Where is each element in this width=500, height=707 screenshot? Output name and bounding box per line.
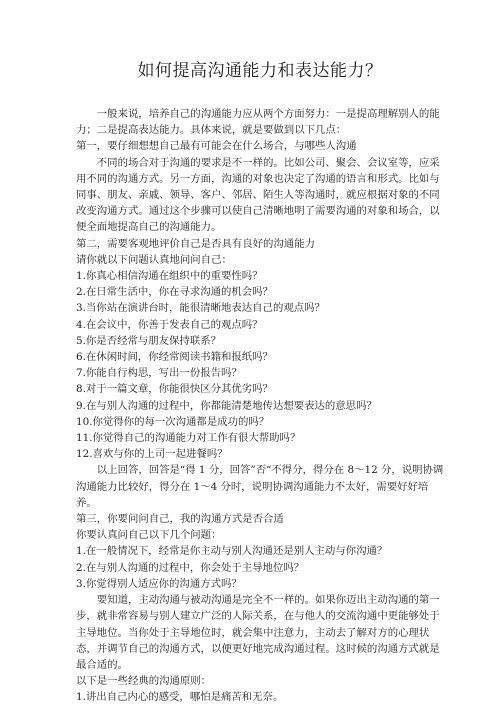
paragraph: 1.在一般情况下，经常是你主动与别人沟通还是别人主动与你沟通？ [76, 545, 388, 558]
paragraph: 以上回答，回答是“得 1 分，回答”否“不得分，得分在 8～12 分，说明协调沟通能力比较好，得分在 1～4 分时，说明协调沟通能力不太好，需要好好培养。 [76, 464, 444, 509]
paragraph: 一般来说，培养自己的沟通能力应从两个方面努力：一是提高理解别人的能力；二是提高表达能力。具体来说，就是要做到以下几点： [76, 108, 440, 137]
document-title: 如何提高沟通能力和表达能力？ [137, 61, 383, 81]
paragraph: 7.你能自行构思，写出一份报告吗？ [76, 367, 242, 380]
paragraph: 1.讲出自己内心的感受，哪怕是痛苦和无奈。 [76, 691, 284, 704]
paragraph: 你要认真问自己以下几个问题： [76, 529, 222, 542]
paragraph: 以下是一些经典的沟通原则： [76, 675, 212, 688]
paragraph: 5.你是否经常与朋友保持联系？ [76, 334, 221, 347]
paragraph: 2.在日常生活中，你在寻求沟通的机会吗？ [76, 286, 273, 299]
paragraph: 9.在与别人沟通的过程中，你都能清楚地传达想要表达的意思吗？ [76, 399, 377, 412]
paragraph: 第二，需要客观地评价自己是否具有良好的沟通能力 [76, 237, 315, 250]
paragraph: 12.喜欢与你的上司一起进餐吗？ [76, 448, 228, 461]
paragraph: 3.你觉得别人适应你的沟通方式吗？ [76, 577, 242, 590]
paragraph: 要知道，主动沟通与被动沟通是完全不一样的。如果你迈出主动沟通的第一步，就非常容易与别人建立广泛的人际关系，在与他人的交流沟通中更能够处于主导地位。当你处于主导地位时，就会集中注意力，主动去了解对方的心理状态，并调节自己的沟通方式，以便更好地完成沟通过程。这时候的沟通方式就是最合适的。 [76, 594, 440, 671]
paragraph: 1.你真心相信沟通在组织中的重要性吗？ [76, 270, 263, 283]
paragraph: 第一，要仔细想想自己最有可能会在什么场合，与哪些人沟通 [76, 140, 357, 153]
paragraph: 不同的场合对于沟通的要求是不一样的。比如公司、聚会、会议室等，应采用不同的沟通方式。另一方面，沟通的对象也决定了沟通的语言和形式。比如与同事、朋友、亲戚、领导、客户、邻居、陌生人等沟通时，就应根据对象的不同改变沟通方式。通过这个步骤可以使自己清晰地明了需要沟通的对象和场合，以便全面地提高自己的沟通能力。 [76, 156, 440, 234]
paragraph: 3.当你站在演讲台时，能很清晰地表达自己的观点吗？ [76, 302, 325, 315]
paragraph: 10.你觉得你的每一次沟通都是成功的吗？ [76, 415, 270, 428]
paragraph: 8.对于一篇文章，你能很快区分其优劣吗？ [76, 383, 273, 396]
paragraph: 第三，你要问问自己，我的沟通方式是否合适 [76, 513, 284, 526]
document-body [76, 106, 444, 706]
paragraph: 请你就以下问题认真地问问自己： [76, 253, 232, 266]
paragraph: 2.在与别人沟通的过程中，你会处于主导地位吗？ [76, 561, 305, 574]
paragraph: 4.在会议中，你善于发表自己的观点吗？ [76, 318, 263, 331]
paragraph: 6.在休闲时间，你经常阅读书籍和报纸吗？ [76, 351, 273, 364]
paragraph: 11.你觉得自己的沟通能力对工作有很大帮助吗？ [76, 432, 301, 445]
